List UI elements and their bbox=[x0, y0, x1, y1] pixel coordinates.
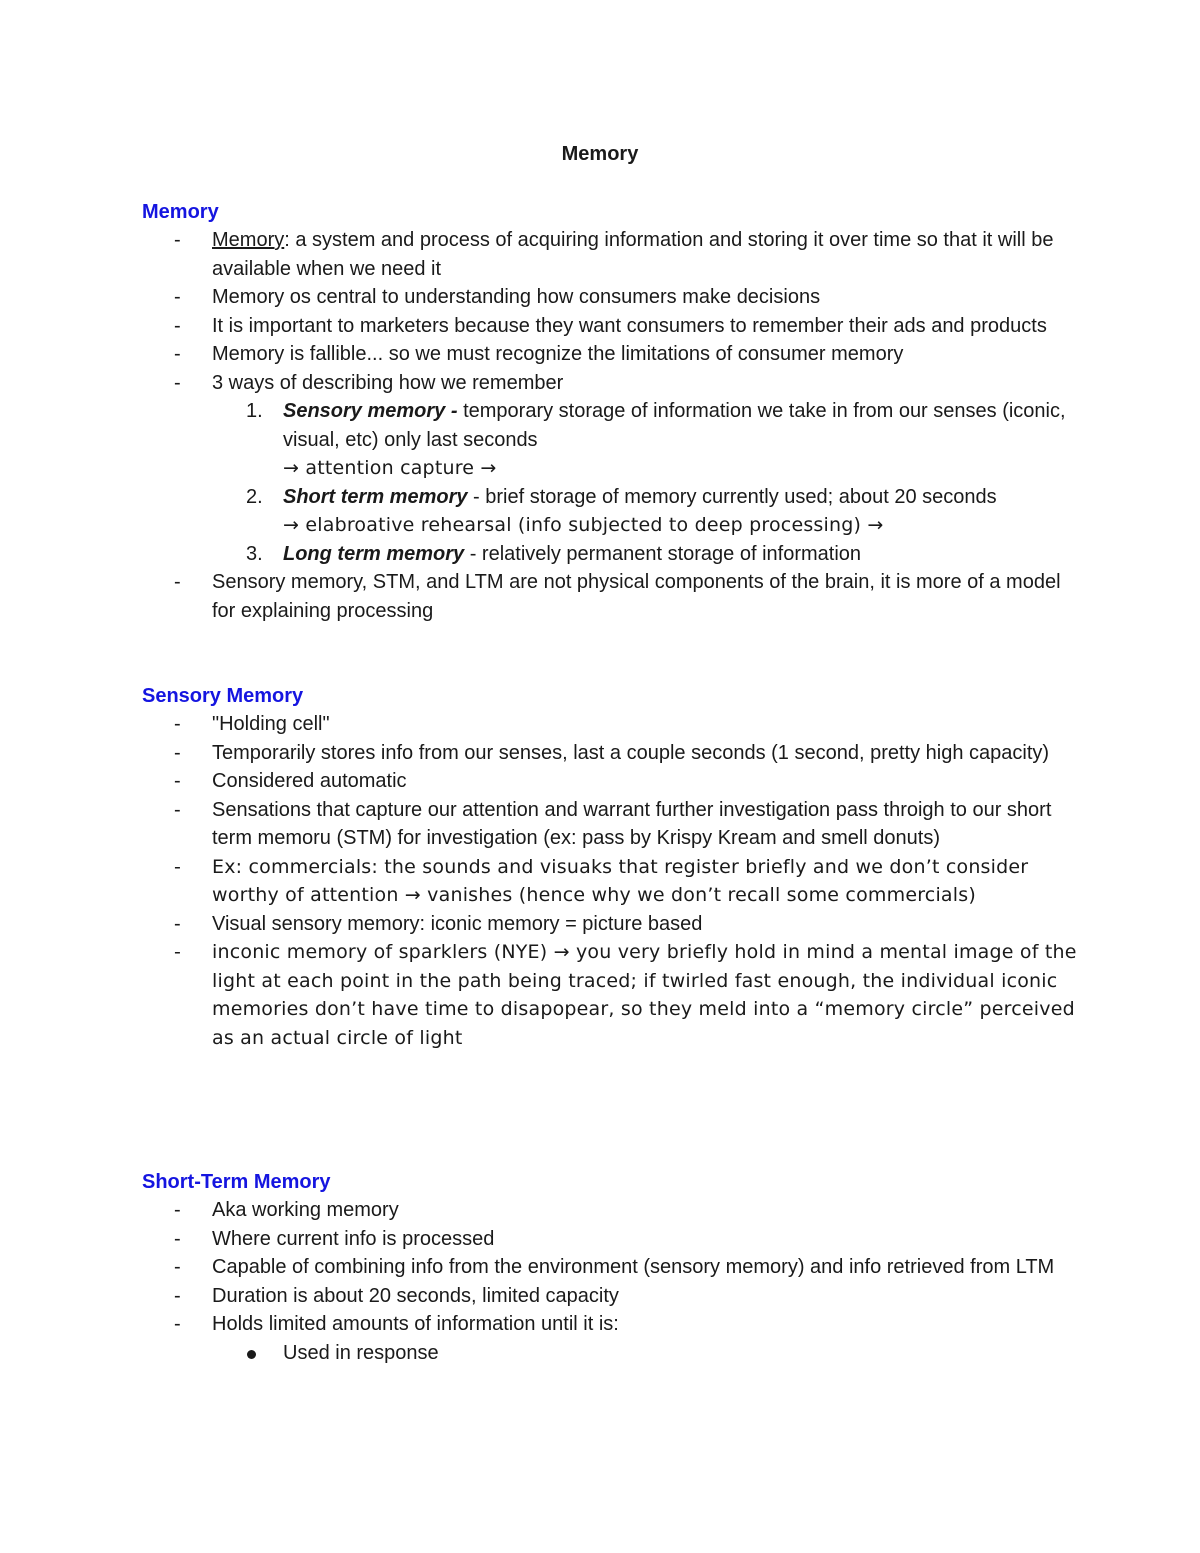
list-item: - Visual sensory memory: iconic memory = picture based bbox=[142, 910, 1082, 939]
section-sensory-memory bbox=[142, 682, 1082, 1052]
list-item: - Where current info is processed bbox=[142, 1225, 1082, 1254]
numbered-item: 2. Short term memory - brief storage of memory currently used; about 20 seconds bbox=[142, 483, 1082, 512]
dash-marker: - bbox=[174, 1227, 181, 1250]
numbered-item: 3. Long term memory - relatively permanent storage of information bbox=[142, 540, 1082, 569]
dash-marker: - bbox=[174, 770, 181, 792]
list-item: - Memory os central to understanding how consumers make decisions bbox=[142, 283, 1082, 312]
dash-marker: - bbox=[174, 371, 181, 394]
list-item: - 3 ways of describing how we remember bbox=[142, 369, 1082, 398]
list-item: - Aka working memory bbox=[142, 1196, 1082, 1225]
list-item: - Memory is fallible... so we must recognize the limitations of consumer memory bbox=[142, 340, 1082, 369]
page-title: Memory bbox=[561, 143, 639, 165]
list-item: - "Holding cell" bbox=[142, 710, 1082, 739]
dash-marker: - bbox=[174, 1313, 181, 1335]
dash-marker: - bbox=[174, 286, 181, 308]
dash-marker: - bbox=[174, 941, 182, 963]
list-item: - Sensations that capture our attention and warrant further investigation pass throigh to our short term memoru (STM) for investigation (ex: pass by Krispy Kream and smell donuts) bbox=[142, 796, 1082, 853]
dash-marker: - bbox=[174, 798, 181, 821]
term-short: Short term memory bbox=[283, 485, 468, 508]
list-item: - Temporarily stores info from our senses, last a couple seconds (1 second, pretty high capacity) bbox=[142, 739, 1082, 768]
list-item: - It is important to marketers because they want consumers to remember their ads and products bbox=[142, 312, 1082, 341]
section-short-term-memory bbox=[142, 1168, 1082, 1367]
bullet-dot-icon bbox=[247, 1350, 256, 1359]
list-item: - Sensory memory, STM, and LTM are not physical components of the brain, it is more of a model for explaining processing bbox=[142, 568, 1082, 625]
list-item: - Capable of combining info from the environment (sensory memory) and info retrieved from LTM bbox=[142, 1253, 1082, 1282]
dash-marker: - bbox=[174, 1199, 181, 1221]
list-item: - inconic memory of sparklers (NYE) → you very briefly hold in mind a mental image of the light at each point in the path being traced; if twirled fast enough, the individual iconic memories don’t have time to disapopear, so they meld into a “memory circle” perceived as an actual circle of light bbox=[142, 938, 1082, 1052]
section-heading: Sensory Memory bbox=[142, 685, 304, 707]
dash-marker: - bbox=[174, 855, 182, 878]
section-memory bbox=[142, 198, 1082, 625]
section-heading: Short-Term Memory bbox=[142, 1171, 331, 1193]
item-number: 2. bbox=[246, 485, 263, 508]
item-number: 1. bbox=[246, 400, 263, 422]
dash-marker: - bbox=[174, 1284, 181, 1307]
term-sensory: Sensory memory - bbox=[283, 400, 458, 422]
dash-marker: - bbox=[174, 713, 181, 735]
numbered-item: 1. Sensory memory - temporary storage of information we take in from our senses (iconic, visual, etc) only last seconds bbox=[142, 397, 1082, 454]
dash-marker: - bbox=[174, 741, 181, 764]
dash-marker: - bbox=[174, 314, 181, 337]
dash-marker: - bbox=[174, 343, 181, 365]
dash-marker: - bbox=[174, 571, 181, 593]
dash-marker: - bbox=[174, 1256, 181, 1278]
list-item: - Duration is about 20 seconds, limited capacity bbox=[142, 1282, 1082, 1311]
term-memory: Memory bbox=[212, 229, 285, 251]
arrow-line: → attention capture → bbox=[283, 457, 497, 479]
term-long: Long term memory bbox=[283, 542, 465, 565]
dash-marker: - bbox=[174, 912, 181, 935]
list-item: - Ex: commercials: the sounds and visuaks that register briefly and we don’t consider worthy of attention → vanishes (hence why we don’t recall some commercials) bbox=[142, 853, 1082, 910]
bullet-item: Used in response bbox=[142, 1339, 1082, 1368]
dash-marker: - bbox=[174, 229, 181, 251]
arrow-line: → elabroative rehearsal (info subjected to deep processing) → bbox=[283, 514, 884, 536]
list-item: - Memory: a system and process of acquiring information and storing it over time so that it will be available when we need it bbox=[142, 226, 1082, 283]
list-item: - Holds limited amounts of information until it is: bbox=[142, 1310, 1082, 1339]
item-number: 3. bbox=[246, 542, 263, 565]
section-heading: Memory bbox=[142, 201, 219, 223]
list-item: - Considered automatic bbox=[142, 767, 1082, 796]
